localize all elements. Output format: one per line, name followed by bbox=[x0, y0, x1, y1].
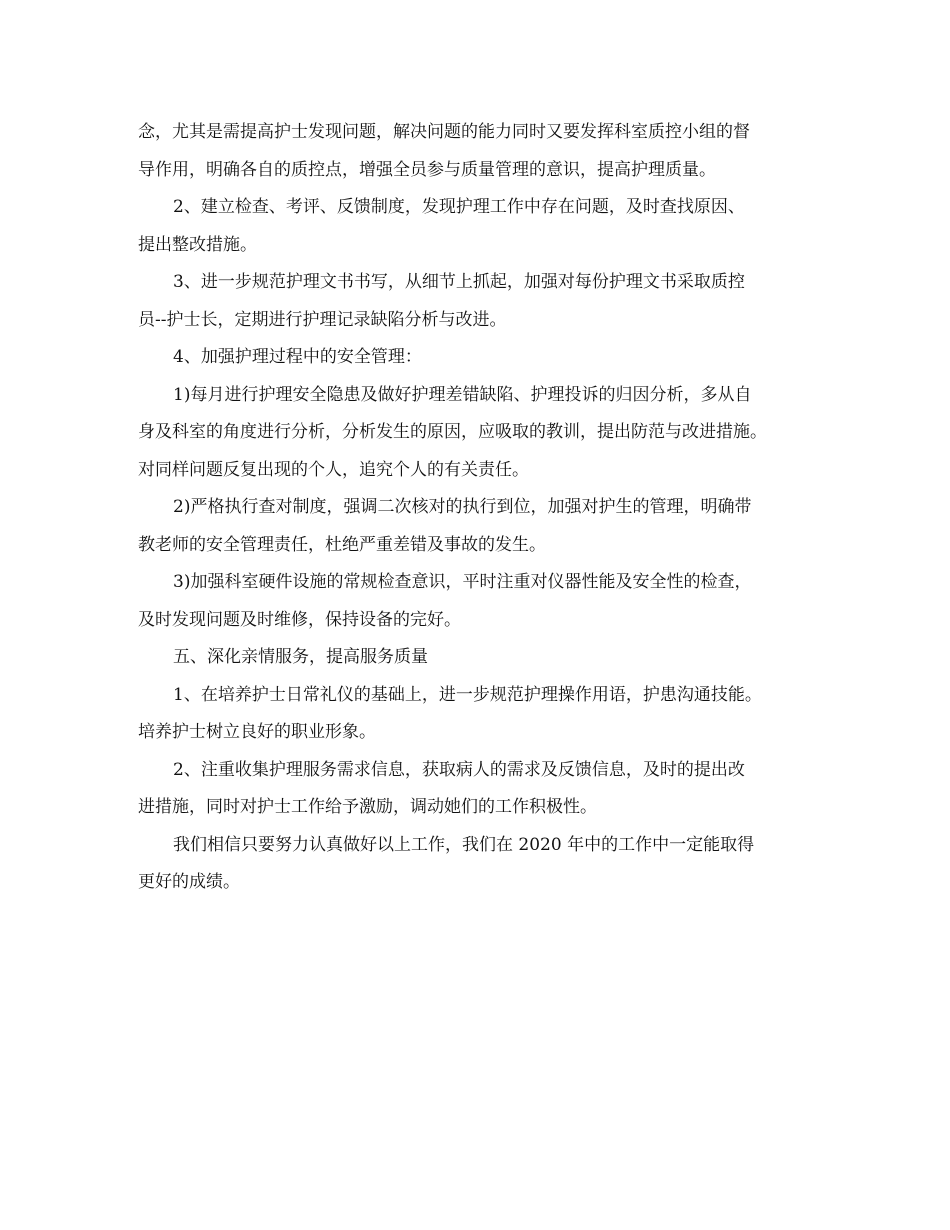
section-heading: 五、深化亲情服务，提高服务质量 bbox=[173, 647, 428, 667]
text-line: 教老师的安全管理责任，杜绝严重差错及事故的发生。 bbox=[138, 534, 546, 555]
text-line: 3、进一步规范护理文书书写，从细节上抓起，加强对每份护理文书采取质控 bbox=[173, 272, 745, 292]
text-line: 2)严格执行查对制度，强调二次核对的执行到位，加强对护生的管理，明确带 bbox=[173, 497, 752, 517]
text-line: 员--护士长，定期进行护理记录缺陷分析与改进。 bbox=[138, 309, 507, 330]
text-line: 念，尤其是需提高护士发现问题，解决问题的能力同时又要发挥科室质控小组的督 bbox=[138, 122, 750, 142]
text-line: 1)每月进行护理安全隐患及做好护理差错缺陷、护理投诉的归因分析，多从自 bbox=[173, 384, 752, 405]
text-line: 培养护士树立良好的职业形象。 bbox=[138, 722, 376, 742]
text-line: 身及科室的角度进行分析，分析发生的原因，应吸取的教训，提出防范与改进措施。 bbox=[138, 422, 767, 442]
text-line: 及时发现问题及时维修，保持设备的完好。 bbox=[138, 609, 461, 630]
text-line: 对同样问题反复出现的个人，追究个人的有关责任。 bbox=[138, 459, 529, 480]
text-line: 1、在培养护士日常礼仪的基础上，进一步规范护理操作用语，护患沟通技能。 bbox=[173, 684, 762, 705]
text-line: 我们相信只要努力认真做好以上工作，我们在 2020 年中的工作中一定能取得 bbox=[173, 834, 755, 855]
text-line: 提出整改措施。 bbox=[138, 234, 257, 255]
text-line: 更好的成绩。 bbox=[138, 872, 240, 892]
text-line: 2、注重收集护理服务需求信息，获取病人的需求及反馈信息，及时的提出改 bbox=[173, 759, 745, 780]
text-line: 进措施，同时对护士工作给予激励，调动她们的工作积极性。 bbox=[138, 797, 597, 817]
text-line: 3)加强科室硬件设施的常规检查意识，平时注重对仪器性能及安全性的检查， bbox=[173, 572, 752, 592]
document-body bbox=[138, 114, 838, 902]
text-line: 导作用，明确各自的质控点，增强全员参与质量管理的意识，提高护理质量。 bbox=[138, 159, 716, 180]
section-heading: 4、加强护理过程中的安全管理： bbox=[173, 347, 422, 367]
text-line: 2、建立检查、考评、反馈制度，发现护理工作中存在问题，及时查找原因、 bbox=[173, 197, 745, 217]
